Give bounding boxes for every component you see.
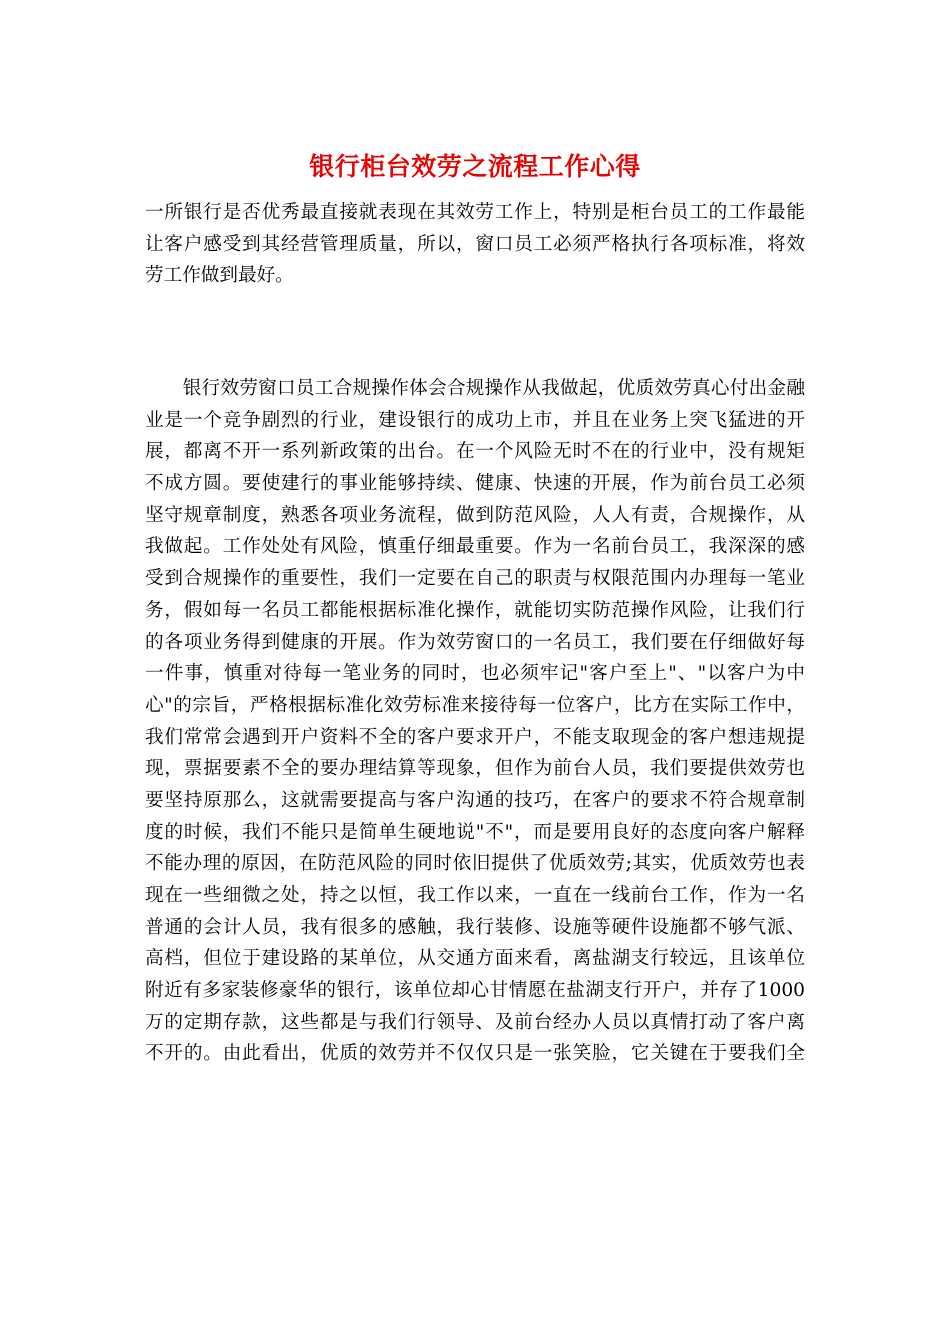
body-line: 附近有多家装修豪华的银行，该单位却心甘情愿在盐湖支行开户，并存了1000 [145, 980, 805, 1002]
intro-paragraph [145, 197, 805, 292]
body-line: 的各项业务得到健康的开展。作为效劳窗口的一名员工，我们要在仔细做好每 [145, 631, 805, 653]
body-line: 万的定期存款，这些都是与我们行领导、及前台经办人员以真情打动了客户离 [145, 1011, 805, 1033]
intro-line: 劳工作做到最好。 [145, 265, 294, 287]
intro-line: 一所银行是否优秀最直接就表现在其效劳工作上，特别是柜台员工的工作最能 [145, 202, 805, 223]
body-line: 不能办理的原因，在防范风险的同时依旧提供了优质效劳;其实，优质效劳也表 [145, 853, 805, 875]
body-line: 不开的。由此看出，优质的效劳并不仅仅只是一张笑脸，它关键在于要我们全 [145, 1043, 805, 1065]
body-line: 银行效劳窗口员工合规操作体会合规操作从我做起，优质效劳真心付出金融 [145, 378, 805, 399]
body-line: 业是一个竞争剧烈的行业，建设银行的成功上市，并且在业务上突飞猛进的开 [145, 409, 805, 431]
body-line: 心"的宗旨，严格根据标准化效劳标准来接待每一位客户，比方在实际工作中， [145, 694, 805, 716]
body-line: 展，都离不开一系列新政策的出台。在一个风险无时不在的行业中，没有规矩 [145, 441, 805, 463]
body-line: 我们常常会遇到开户资料不全的客户要求开户，不能支取现金的客户想违规提 [145, 726, 805, 748]
body-line: 务，假如每一名员工都能根据标准化操作，就能切实防范操作风险，让我们行 [145, 599, 805, 621]
body-line: 度的时候，我们不能只是简单生硬地说"不"，而是要用良好的态度向客户解释 [145, 821, 805, 843]
intro-line: 让客户感受到其经营管理质量，所以，窗口员工必须严格执行各项标准，将效 [145, 233, 805, 255]
body-paragraph [145, 373, 805, 1070]
body-line: 普通的会计人员，我有很多的感触，我行装修、设施等硬件设施都不够气派、 [145, 916, 805, 938]
body-line: 现在一些细微之处，持之以恒，我工作以来，一直在一线前台工作，作为一名 [145, 885, 805, 906]
body-line: 不成方圆。要使建行的事业能够持续、健康、快速的开展，作为前台员工必须 [145, 473, 805, 495]
body-line: 一件事，慎重对待每一笔业务的同时，也必须牢记"客户至上"、"以客户为中 [145, 663, 805, 685]
body-line: 坚守规章制度，熟悉各项业务流程，做到防范风险，人人有责，合规操作，从 [145, 504, 805, 526]
body-line: 现，票据要素不全的要办理结算等现象，但作为前台人员，我们要提供效劳也 [145, 758, 805, 780]
document-title: 银行柜台效劳之流程工作心得 [309, 152, 641, 181]
body-line: 受到合规操作的重要性，我们一定要在自己的职责与权限范围内办理每一笔业 [145, 568, 805, 590]
body-line: 高档，但位于建设路的某单位，从交通方面来看，离盐湖支行较远，且该单位 [145, 948, 805, 970]
body-line: 要坚持原那么，这就需要提高与客户沟通的技巧，在客户的要求不符合规章制 [145, 789, 805, 811]
body-line: 我做起。工作处处有风险，慎重仔细最重要。作为一名前台员工，我深深的感 [145, 536, 805, 558]
